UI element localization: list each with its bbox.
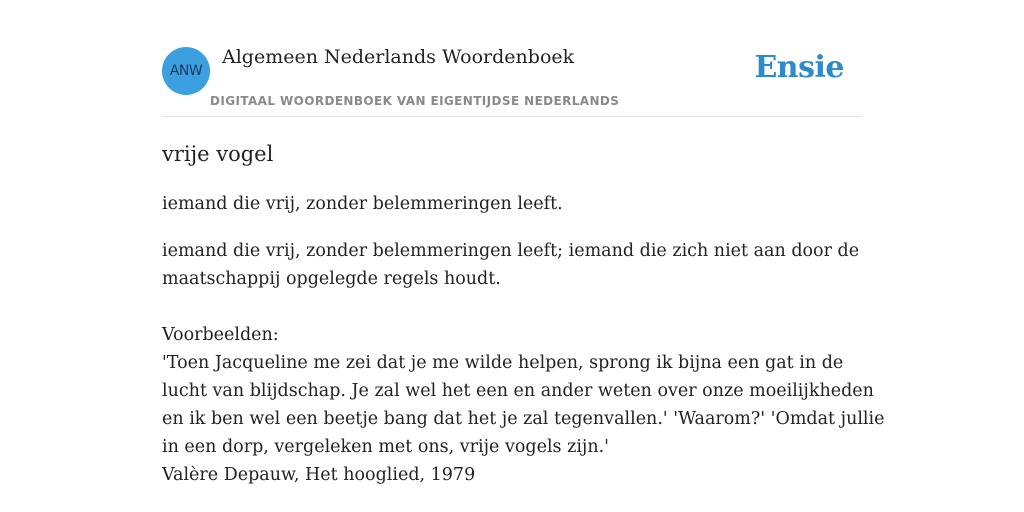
example-line: en ik ben wel een beetje bang dat het je zal tegenvallen.' 'Waarom?' 'Omdat jullie	[162, 409, 885, 429]
example-line: 'Toen Jacqueline me zei dat je me wilde helpen, sprong ik bijna een gat in de	[162, 353, 844, 373]
definition-line: iemand die vrij, zonder belemmeringen leeft; iemand die zich niet aan door de	[162, 241, 860, 261]
anw-logo[interactable]: ANW	[162, 47, 210, 95]
long-definition	[162, 237, 885, 489]
site-header	[162, 38, 862, 117]
example-line: in een dorp, vergeleken met ons, vrije vogels zijn.'	[162, 437, 609, 457]
examples-label: Voorbeelden:	[162, 325, 279, 345]
site-title[interactable]: Algemeen Nederlands Woordenboek	[222, 46, 575, 68]
entry-content	[162, 138, 885, 489]
example-line: lucht van blijdschap. Je zal wel het een en ander weten over onze moeilijkheden	[162, 381, 874, 401]
paragraph-spacer	[162, 293, 862, 321]
headword: vrije vogel	[162, 142, 274, 166]
definition-line: maatschappij opgelegde regels houdt.	[162, 269, 501, 289]
site-subtitle: DIGITAAL WOORDENBOEK VAN EIGENTIJDSE NEDERLANDS	[210, 94, 620, 108]
ensie-brand-logo[interactable]: Ensie	[754, 50, 844, 85]
example-source: Valère Depauw, Het hooglied, 1979	[162, 465, 476, 485]
short-definition: iemand die vrij, zonder belemmeringen leeft.	[162, 194, 563, 214]
